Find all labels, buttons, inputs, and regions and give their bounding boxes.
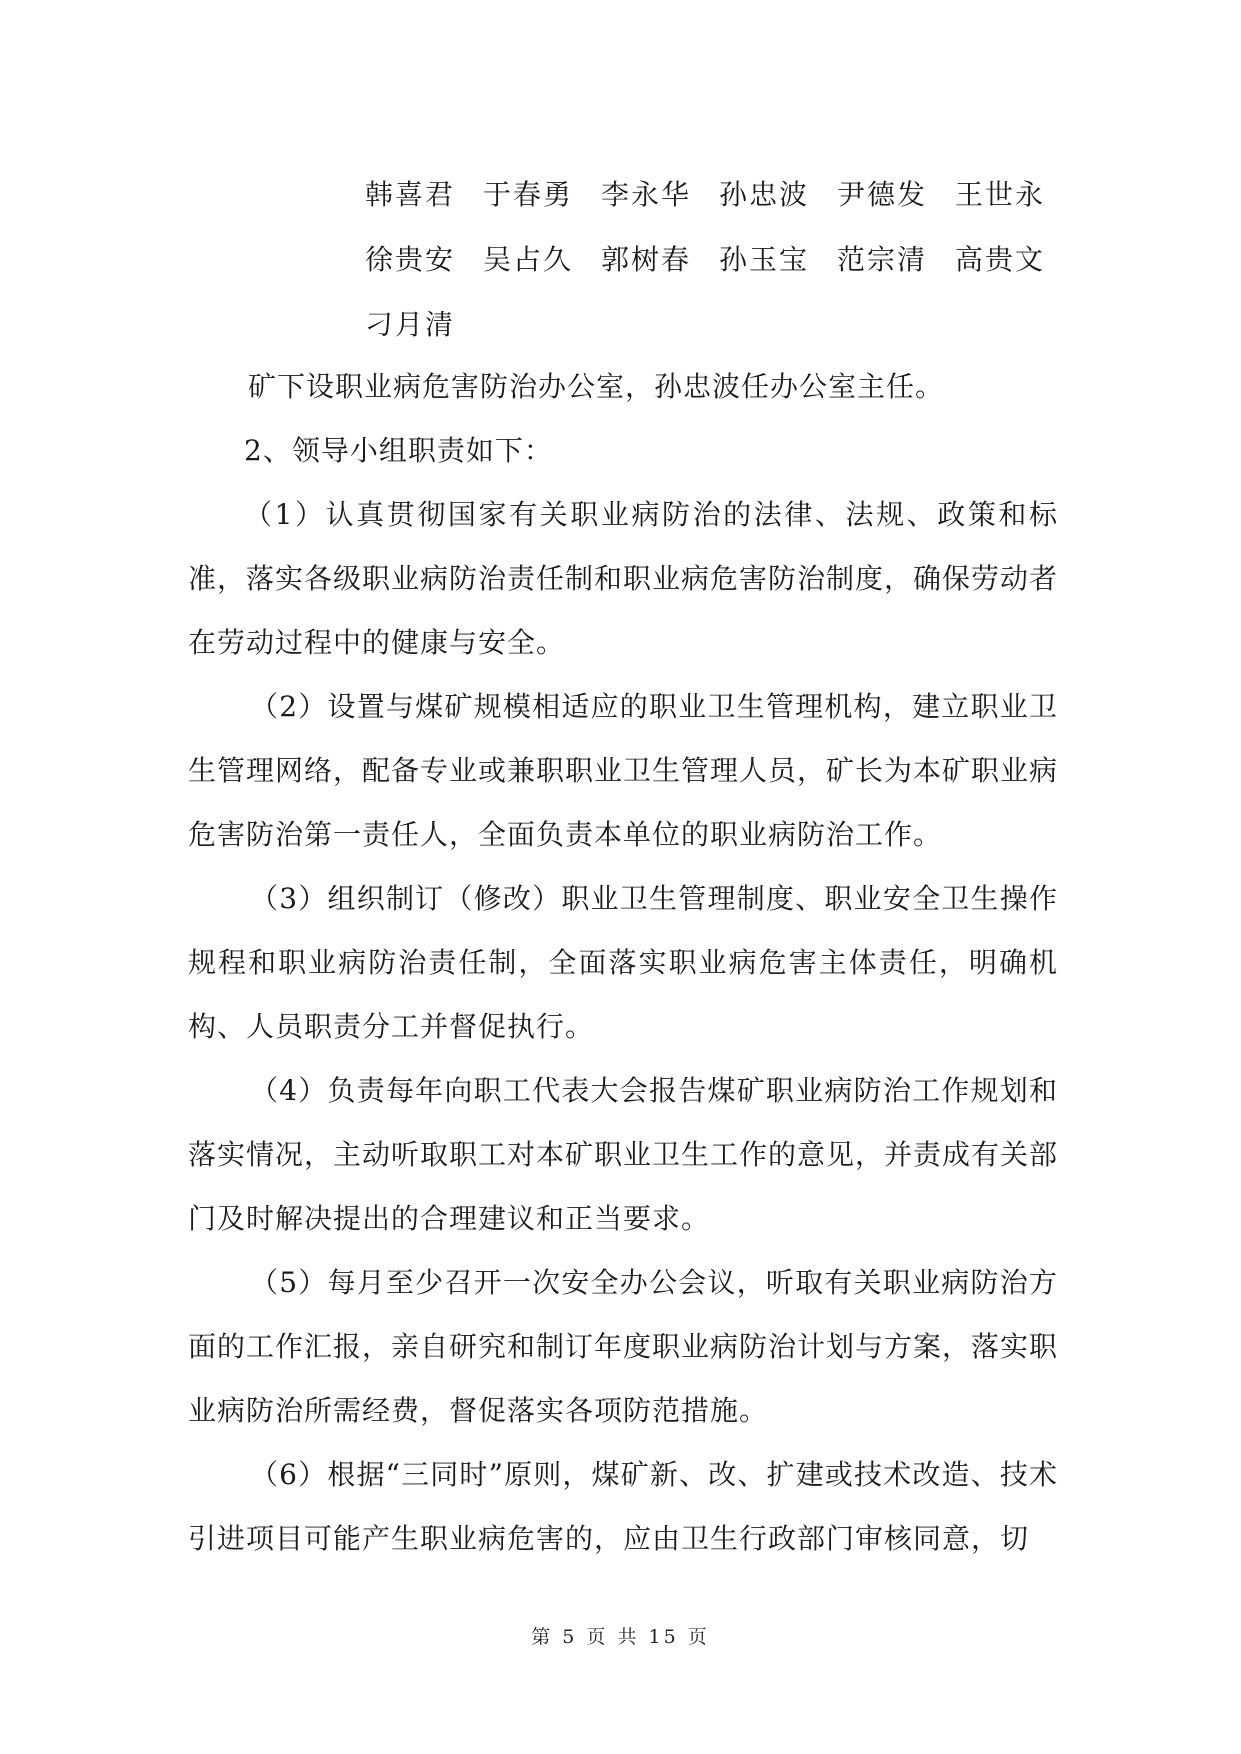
member-name: 于春勇 [483, 177, 574, 211]
member-name: 尹德发 [837, 177, 928, 211]
name-row [365, 290, 1073, 355]
duty-paragraph-3: （3）组织制订（修改）职业卫生管理制度、职业安全卫生操作规程和职业病防治责任制，全面落实职业病危害主体责任，明确机构、人员职责分工并督促执行。 [188, 882, 1058, 1043]
member-name: 范宗清 [837, 242, 928, 276]
member-name: 孙玉宝 [719, 242, 810, 276]
member-name: 韩喜君 [365, 177, 456, 211]
member-name: 李永华 [601, 177, 692, 211]
member-name: 王世永 [955, 177, 1046, 211]
duty-paragraph-1: （1）认真贯彻国家有关职业病防治的法律、法规、政策和标准，落实各级职业病防治责任制和职业病危害防治制度，确保劳动者在劳动过程中的健康与安全。 [188, 498, 1059, 659]
member-name: 徐贵安 [365, 242, 456, 276]
duty-paragraph-4: （4）负责每年向职工代表大会报告煤矿职业病防治工作规划和落实情况，主动听取职工对本矿职业卫生工作的意见，并责成有关部门及时解决提出的合理建议和正当要求。 [188, 1074, 1059, 1235]
member-name: 郭树春 [601, 242, 692, 276]
member-name: 高贵文 [955, 242, 1046, 276]
duty-paragraph-5: （5）每月至少召开一次安全办公会议，听取有关职业病防治方面的工作汇报，亲自研究和制订年度职业病防治计划与方案，落实职业病防治所需经费，督促落实各项防范措施。 [188, 1266, 1059, 1427]
name-row [365, 225, 1073, 290]
page-number-footer: 第 5 页 共 15 页 [531, 1626, 710, 1648]
duty-paragraph-2: （2）设置与煤矿规模相适应的职业卫生管理机构，建立职业卫生管理网络，配备专业或兼职职业卫生管理人员，矿长为本矿职业病危害防治第一责任人，全面负责本单位的职业病防治工作。 [188, 690, 1059, 851]
member-name-list [365, 160, 1073, 355]
member-name: 吴占久 [483, 242, 574, 276]
office-paragraph: 矿下设职业病危害防治办公室，孙忠波任办公室主任。 [248, 370, 945, 403]
name-row [365, 160, 1073, 225]
document-body [188, 355, 1058, 1571]
member-name: 孙忠波 [719, 177, 810, 211]
duty-paragraph-6: （6）根据“三同时”原则，煤矿新、改、扩建或技术改造、技术引进项目可能产生职业病危害的，应由卫生行政部门审核同意，切 [188, 1458, 1058, 1555]
member-name: 刁月清 [365, 307, 456, 341]
section-heading: 2、领导小组职责如下： [244, 434, 553, 467]
